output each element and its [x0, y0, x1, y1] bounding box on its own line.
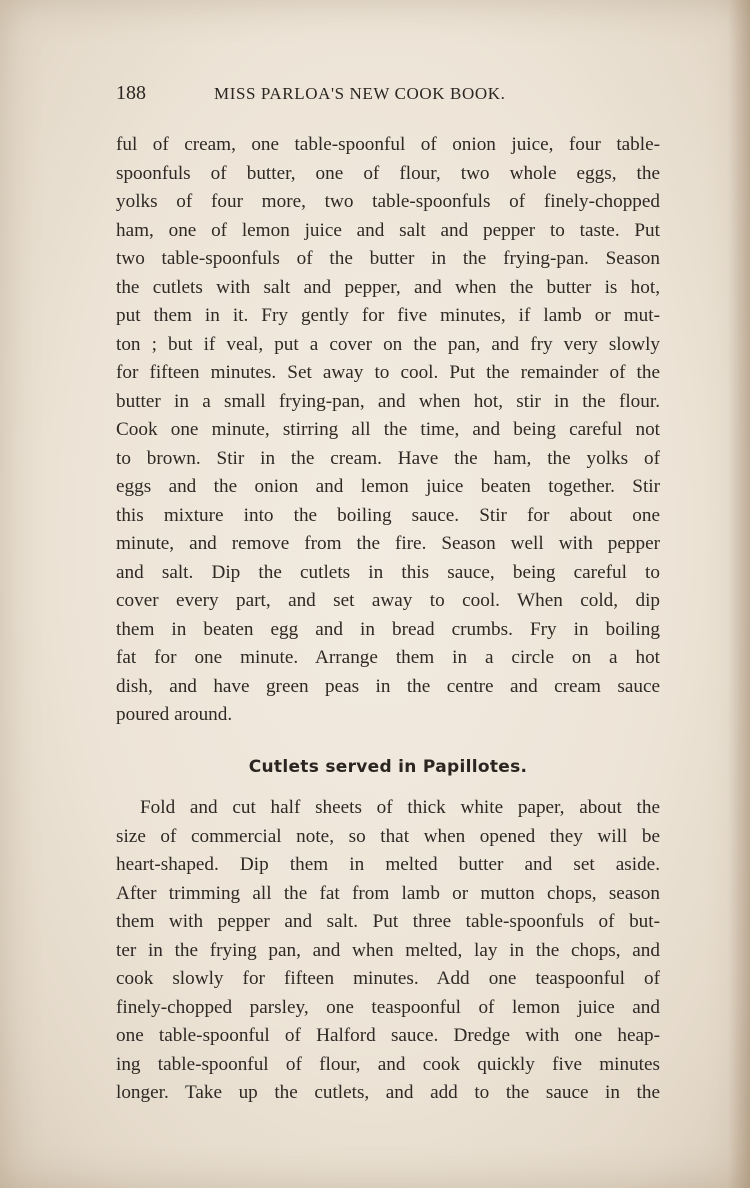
text-line: and salt. Dip the cutlets in this sauce, being careful to: [116, 561, 660, 583]
text-line: longer. Take up the cutlets, and add to the sauce in the: [116, 1082, 660, 1103]
text-line: for fifteen minutes. Set away to cool. Put the remainder of the: [116, 362, 660, 383]
text-line: eggs and the onion and lemon juice beaten together. Stir: [116, 476, 660, 497]
text-line: size of commercial note, so that when opened they will be: [116, 825, 660, 847]
text-line: yolks of four more, two table-spoonfuls of finely-chopped: [116, 191, 660, 212]
text-line: dish, and have green peas in the centre and cream sauce: [116, 675, 660, 697]
text-line: finely-chopped parsley, one teaspoonful of lemon juice and: [116, 996, 660, 1018]
text-line: two table-spoonfuls of the butter in the frying-pan. Season: [116, 248, 660, 269]
text-line: ful of cream, one table-spoonful of onion juice, four table-: [116, 134, 660, 155]
text-line: After trimming all the fat from lamb or mutton chops, season: [116, 882, 660, 904]
text-line: put them in it. Fry gently for five minutes, if lamb or mut-: [116, 305, 660, 326]
text-line: fat for one minute. Arrange them in a circle on a hot: [116, 647, 660, 668]
page-number: 188: [116, 82, 146, 104]
text-line: spoonfuls of butter, one of flour, two whole eggs, the: [116, 162, 660, 184]
section-heading: Cutlets served in Papillotes.: [248, 757, 528, 777]
text-line: minute, and remove from the fire. Season well with pepper: [116, 533, 660, 554]
text-line: cook slowly for fifteen minutes. Add one teaspoonful of: [116, 968, 660, 989]
page-header: [116, 82, 660, 108]
text-line: poured around.: [116, 704, 233, 725]
text-line: Fold and cut half sheets of thick white paper, about the: [140, 797, 660, 818]
text-line: ter in the frying pan, and when melted, lay in the chops, and: [116, 939, 660, 961]
paragraph-papillotes: [116, 794, 660, 1108]
text-line: them with pepper and salt. Put three table-spoonfuls of but-: [116, 911, 660, 932]
running-title: MISS PARLOA'S NEW COOK BOOK.: [214, 84, 506, 103]
text-line: one table-spoonful of Halford sauce. Dredge with one heap-: [116, 1025, 660, 1046]
text-line: cover every part, and set away to cool. When cold, dip: [116, 590, 660, 611]
text-line: Cook one minute, stirring all the time, and being careful not: [116, 419, 660, 440]
text-line: this mixture into the boiling sauce. Stir for about one: [116, 504, 660, 526]
text-line: to brown. Stir in the cream. Have the ham, the yolks of: [116, 447, 660, 469]
text-line: the cutlets with salt and pepper, and when the butter is hot,: [116, 276, 660, 298]
text-line: butter in a small frying-pan, and when hot, stir in the flour.: [116, 390, 660, 412]
text-line: ing table-spoonful of flour, and cook quickly five minutes: [116, 1053, 660, 1075]
text-line: them in beaten egg and in bread crumbs. Fry in boiling: [116, 618, 660, 640]
text-line: ton ; but if veal, put a cover on the pan, and fry very slowly: [116, 333, 660, 355]
text-line: ham, one of lemon juice and salt and pepper to taste. Put: [116, 219, 660, 241]
paragraph-cutlets-continued: [116, 131, 660, 730]
text-line: heart-shaped. Dip them in melted butter and set aside.: [116, 854, 660, 875]
